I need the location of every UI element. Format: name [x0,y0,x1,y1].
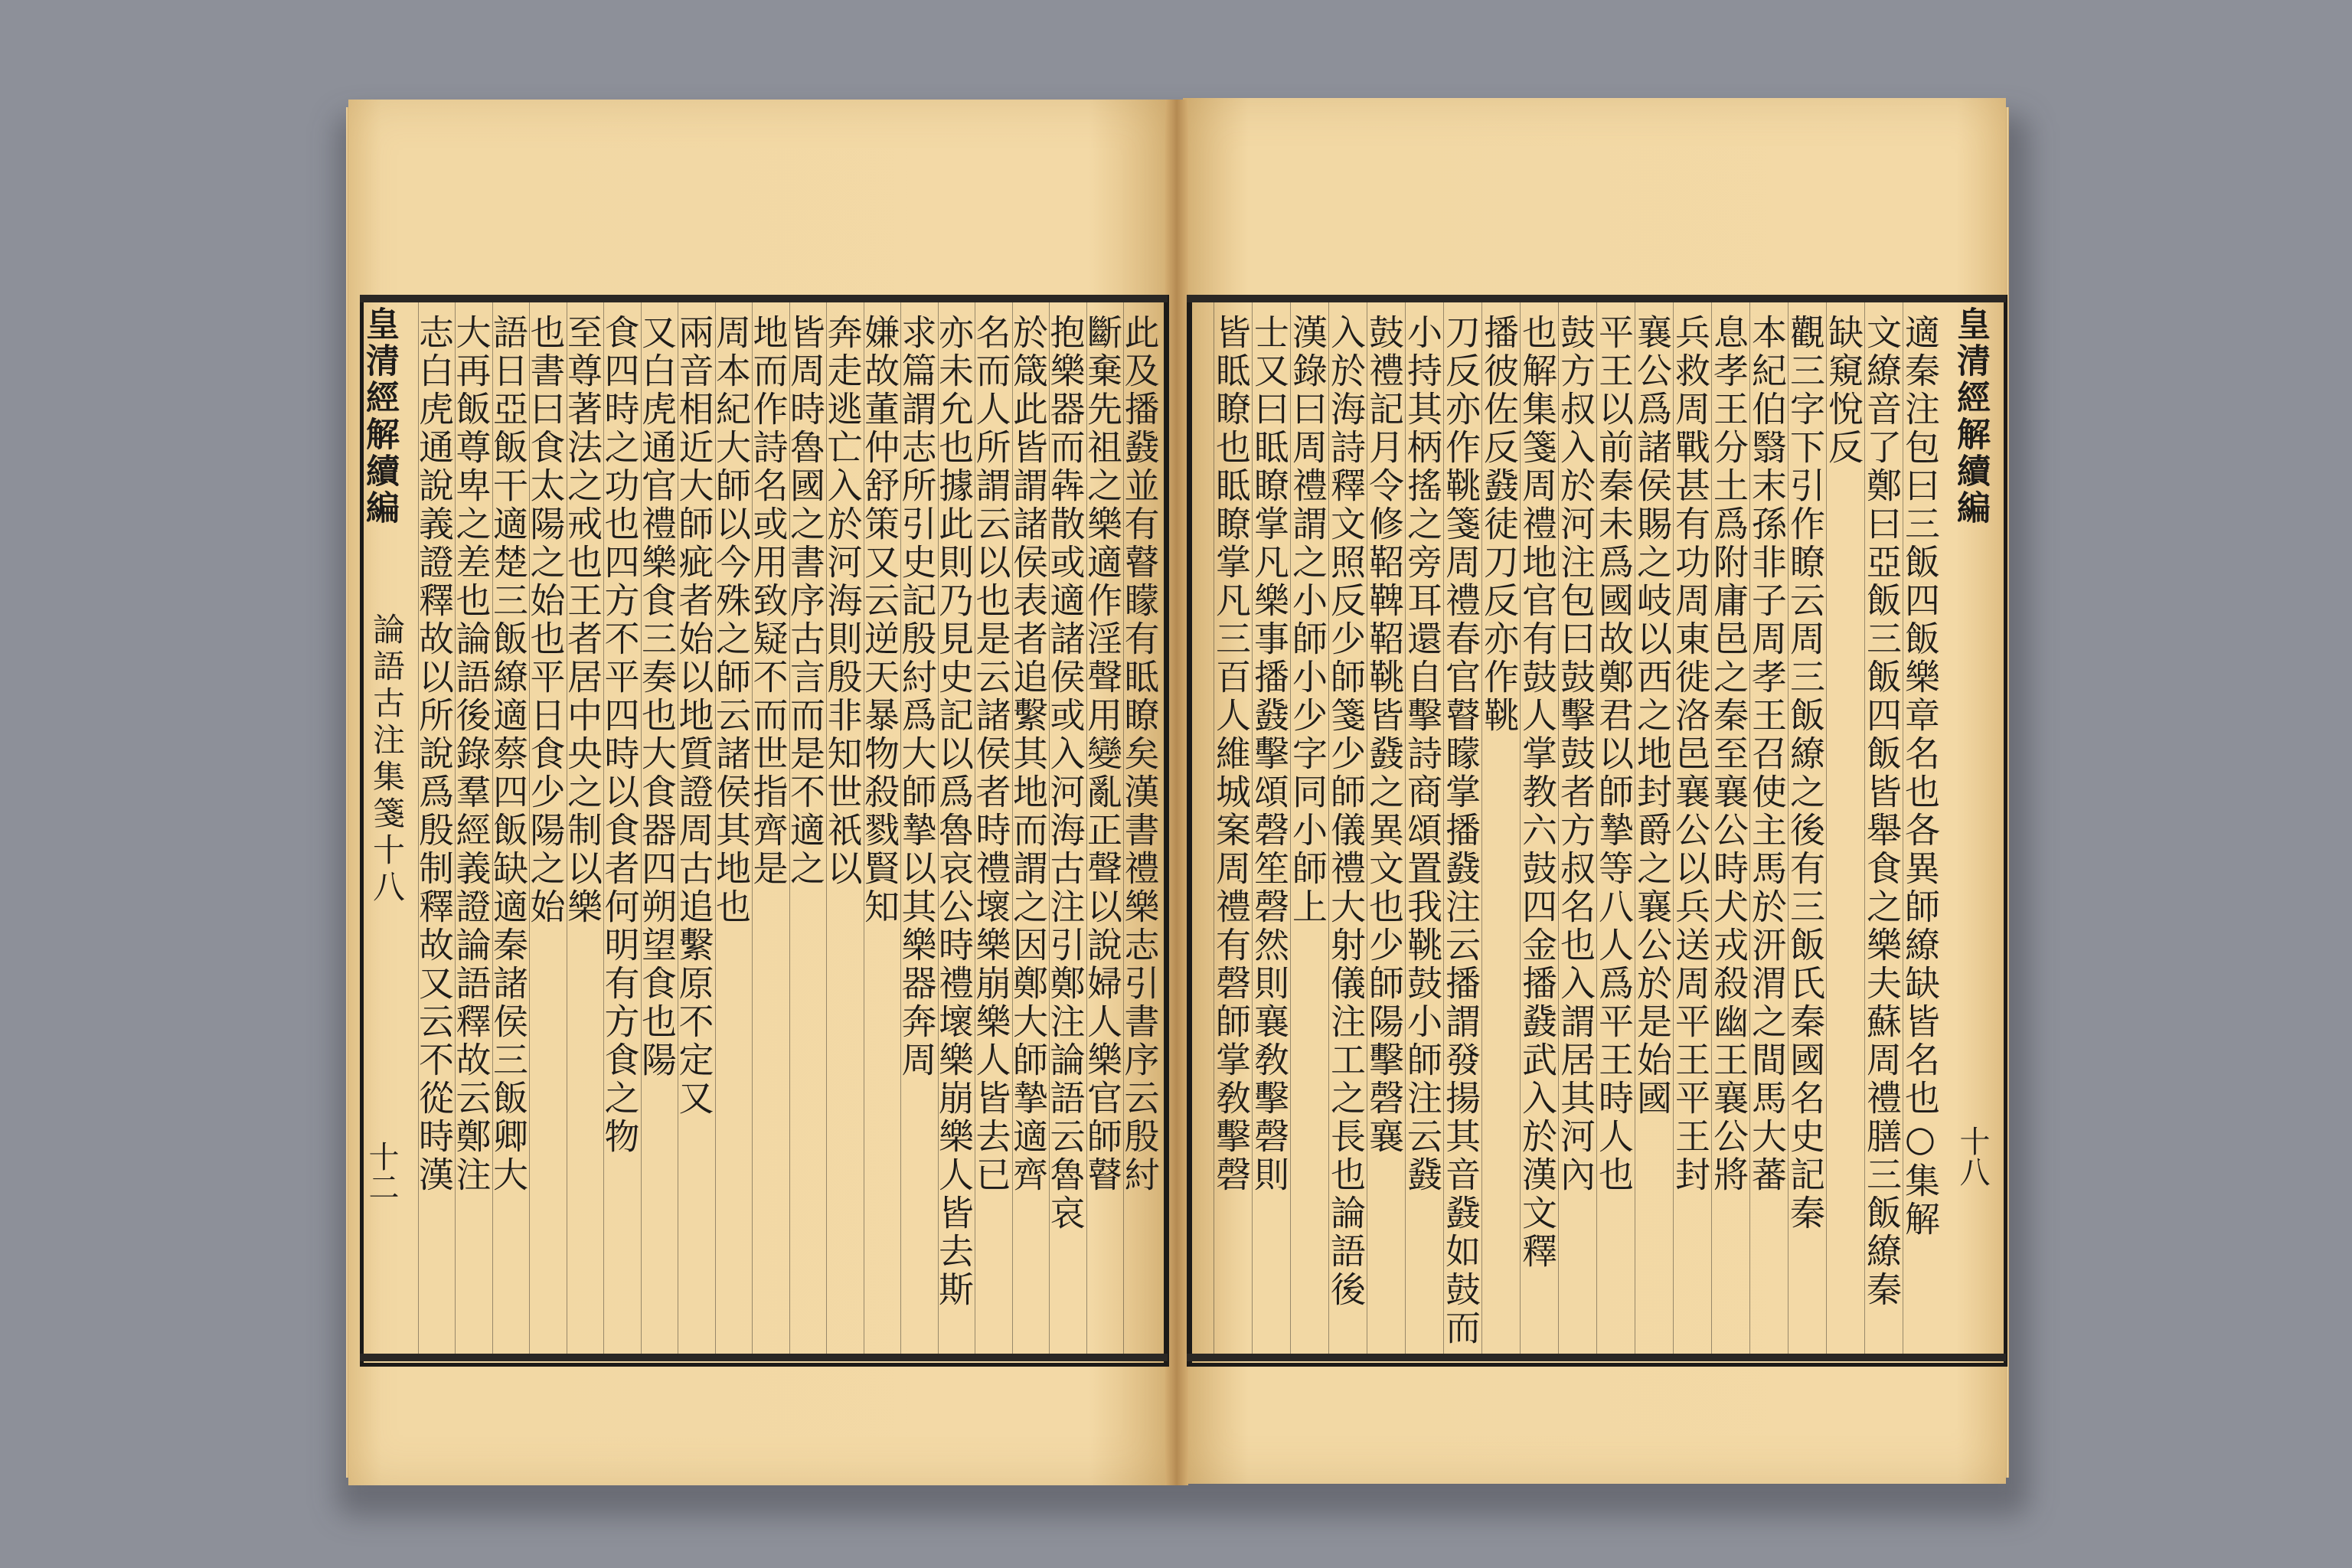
left-column-12: 周本紀大師以今殊之師云諸侯其地也 [710,314,752,926]
right-column-7: 兵救周戰甚有功周東徙洛邑襄公以兵送周平王平王封 [1670,314,1711,1194]
left-column-14: 又白虎通官禮樂食三奏也大食器四朔望食也陽 [636,314,678,1080]
left-top-rule [360,295,1168,302]
right-column-rule-11 [1520,302,1521,1354]
left-column-rule-3 [1049,302,1050,1354]
left-column-15: 食四時之功也四方不平四時以食者何明有方食之物 [599,314,641,1156]
right-column-rule-17 [1290,302,1291,1354]
right-column-4: 觀三字下引作瞭云周三飯繚之後有三飯氏秦國名史記秦 [1785,314,1826,1233]
left-column-17: 也書曰食太陽之始也平日食少陽之始 [524,314,567,926]
right-column-5: 本紀伯翳末孫非子周孝王召使主馬於汧渭之間馬大蕃 [1746,314,1788,1194]
right-column-rule-18 [1252,302,1253,1354]
left-column-rule-12 [715,302,716,1354]
left-column-rule-14 [641,302,642,1354]
left-bottom-rule [360,1354,1168,1361]
left-margin-title: 皇清經解續編 [360,306,399,527]
right-column-18: 士又曰眡瞭掌凡樂事播鼗擊頌磬笙磬然則襄敎擊磬則 [1249,314,1290,1194]
left-column-rule-10 [789,302,790,1354]
right-column-11: 也解集箋周禮地官有鼓人掌教六鼓四金播鼗武入於漢文釋 [1517,314,1558,1271]
right-column-rule-9 [1596,302,1597,1354]
right-column-rule-16 [1328,302,1329,1354]
left-column-20: 志白虎通說義證釋故以所說爲殷制釋故又云不從時漢 [413,314,455,1194]
right-column-rule-14 [1405,302,1406,1354]
right-column-12: 播彼佐反鼗徒刀反亦作鞉 [1478,314,1520,735]
right-column-rule-10 [1558,302,1559,1354]
right-column-rule-12 [1481,302,1482,1354]
right-column-rule-5 [1749,302,1750,1354]
left-column-10: 皆周時魯國之書序古言而是不適之 [785,314,826,888]
left-column-5: 名而人所謂云以也是云諸侯者時禮壞樂崩樂人皆去已 [970,314,1012,1194]
right-column-15: 鼓禮記月令修鞀鞞鞀鞉皆鼗之異文也少師陽擊磬襄 [1364,314,1405,1156]
left-column-13: 兩音相近大師疵者始以地質證周古追繫原不定又 [673,314,715,1118]
left-column-rule-20 [418,302,419,1354]
right-column-rule-2 [1864,302,1865,1354]
left-column-8: 嫌故董仲舒策又云逆天暴物殺戮賢知 [859,314,900,926]
left-column-9: 奔走逃亡入於河海則殷非知世祇以 [822,314,864,888]
left-column-rule-9 [826,302,827,1354]
left-column-1: 此及播鼗並有瞽矇有眡瞭矣漢書禮樂志引書序云殷紂 [1119,314,1161,1194]
left-column-18: 語日亞飯干適楚三飯繚適蔡四飯缺適秦諸侯三飯卿大 [488,314,529,1194]
right-column-rule-3 [1826,302,1827,1354]
right-column-1: 適秦注包曰三飯四飯樂章名也各異師繚缺皆名也○集解 [1900,314,1941,1239]
right-column-10: 鼓方叔入於河注包曰鼓擊鼓者方叔名也入謂居其河內 [1555,314,1596,1194]
right-column-14: 小持其柄搖之旁耳還自擊詩商頌置我鞉鼓小師注云鼗 [1402,314,1443,1194]
left-column-7: 求篇謂志所引史記殷紂爲大師摯以其樂器奔周 [896,314,938,1080]
right-column-9: 平王以前秦未爲國故鄭君以師摯等八人爲平王時人也 [1593,314,1635,1194]
right-margin-title: 皇清經解續編 [1951,306,1990,527]
left-page-number: 十二 [364,1141,399,1202]
left-column-4: 於箴此皆謂諸侯表者追繫其地而謂之因鄭大師摯適齊 [1008,314,1049,1194]
right-column-16: 入於海詩釋文照反少師箋少師儀禮大射儀注工之長也論語後 [1325,314,1367,1309]
left-column-rule-6 [938,302,939,1354]
right-column-rule-6 [1711,302,1712,1354]
left-section-label: 論語古注集箋十八 [368,612,406,906]
right-column-6: 息孝王分土爲附庸邑之秦至襄公時犬戎殺幽王襄公將 [1708,314,1749,1194]
right-top-rule [1187,295,2006,302]
left-column-11: 地而作詩名或用致疑不而世指齊是 [747,314,789,888]
left-column-rule-1 [1123,302,1124,1354]
left-column-rule-7 [900,302,901,1354]
left-column-rule-19 [455,302,456,1354]
right-column-17: 漢錄曰周禮謂之小師小少字同小師上 [1287,314,1328,926]
left-column-3: 抱樂器而犇散或適諸侯或入河海古注引鄭注論語云魯哀 [1044,314,1086,1233]
left-column-rule-18 [492,302,493,1354]
right-bottom-rule [1187,1354,2006,1361]
right-column-3: 缺窺悅反 [1823,314,1864,467]
left-column-rule-15 [603,302,604,1354]
left-column-6: 亦未允也據此則乃見史記以爲魯哀公時禮壞樂崩樂人皆去斯 [933,314,975,1309]
left-column-rule-11 [752,302,753,1354]
right-column-rule-7 [1673,302,1674,1354]
left-column-rule-2 [1086,302,1087,1354]
left-column-rule-17 [529,302,530,1354]
left-column-16: 至尊著法之戒也王者居中央之制以樂 [562,314,603,926]
right-column-rule-13 [1443,302,1444,1354]
right-column-2: 文繚音了鄭曰亞飯三飯四飯皆舉食之樂夫蘇周禮膳三飯繚秦 [1861,314,1903,1309]
right-column-8: 襄公爲諸侯賜之岐以西之地封爵之襄公於是始國 [1632,314,1673,1118]
right-column-19: 皆眡瞭也眡瞭掌凡三百人維城案周禮有磬師掌敎擊磬 [1210,314,1252,1194]
right-page-number: 十八 [1955,1125,1990,1187]
right-column-13: 刀反亦作鞉箋周禮春官瞽矇掌播鼗注云播謂發揚其音鼗如鼓而 [1440,314,1481,1348]
left-column-2: 斷棄先祖之樂適作淫聲用變亂正聲以說婦人樂官師瞽 [1082,314,1123,1194]
left-column-rule-4 [1012,302,1013,1354]
left-column-19: 大再飯尊卑之差也論語後錄羣經義證論語釋故云鄭注 [450,314,492,1194]
